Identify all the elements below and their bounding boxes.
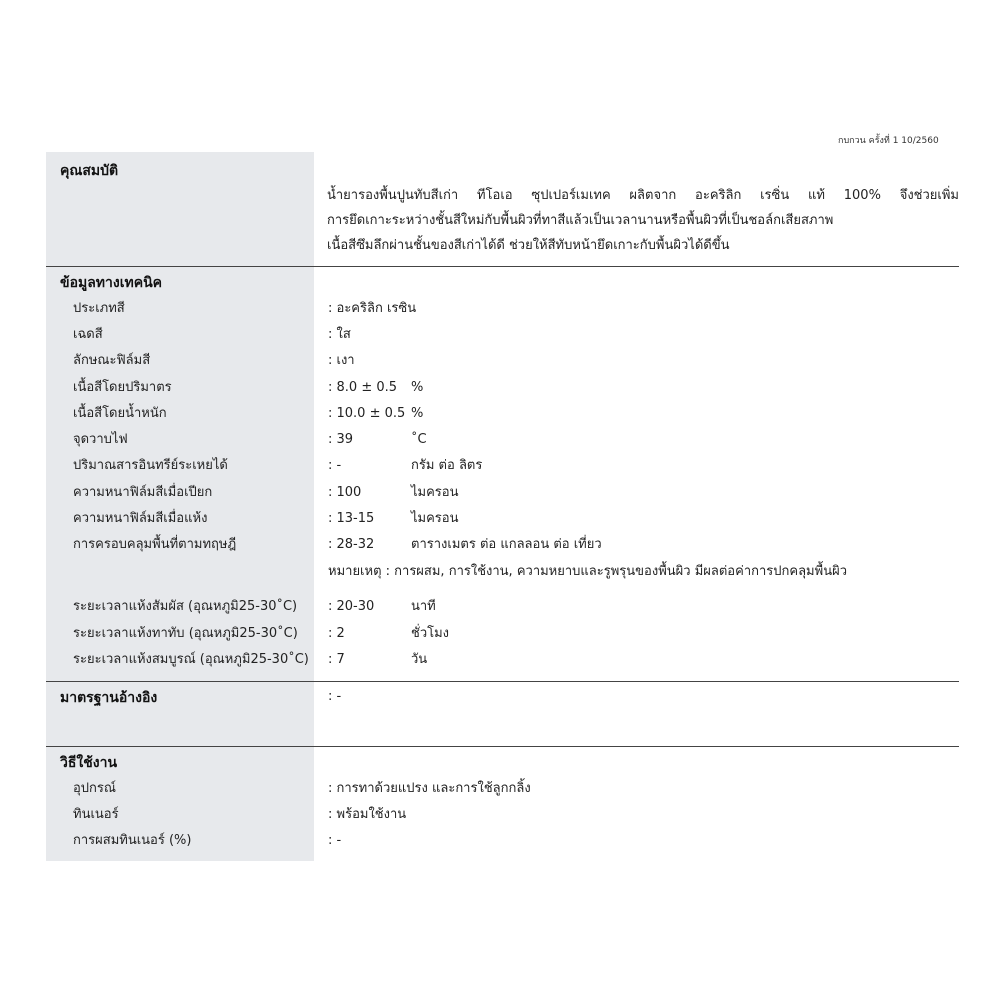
tech-row-film-finish [0, 348, 991, 374]
standard-value: : - [328, 689, 342, 704]
tech-unit: ˚C [411, 432, 427, 447]
tech-label: เนื้อสีโดยปริมาตร [73, 380, 172, 395]
tech-unit: วัน [411, 652, 428, 667]
tech-unit: % [411, 380, 424, 395]
tech-row-flash-point [0, 427, 991, 453]
tech-label: ปริมาณสารอินทรีย์ระเหยได้ [73, 458, 228, 473]
tech-label: เนื้อสีโดยน้ำหนัก [73, 406, 167, 421]
tech-row-full-cure [0, 647, 991, 673]
tech-row-solids-volume [0, 375, 991, 401]
usage-row-equipment [0, 776, 991, 802]
tech-value: : 8.0 ± 0.5 [328, 380, 398, 395]
usage-label: ทินเนอร์ [73, 807, 119, 822]
tech-value: : 28-32 [328, 537, 375, 552]
tech-unit: ไมครอน [411, 511, 459, 526]
tech-row-wet-film [0, 480, 991, 506]
tech-unit: นาที [411, 599, 436, 614]
usage-label: การผสมทินเนอร์ (%) [73, 833, 192, 848]
tech-unit: กรัม ต่อ ลิตร [411, 458, 483, 473]
revision-note: กบกวน ครั้งที่ 1 10/2560 [838, 136, 939, 146]
tech-label: จุดวาบไฟ [73, 432, 128, 447]
tech-row-paint-type [0, 296, 991, 322]
standard-title: มาตรฐานอ้างอิง [60, 690, 158, 706]
tech-value: : 100 [328, 485, 362, 500]
usage-title: วิธีใช้งาน [60, 755, 118, 771]
tech-row-coverage [0, 532, 991, 558]
tech-label: ระยะเวลาแห้งสมบูรณ์ (อุณหภูมิ25-30˚C) [73, 652, 309, 667]
tech-value: : - [328, 458, 342, 473]
tech-value: : 7 [328, 652, 345, 667]
tech-value: : ใส [328, 327, 351, 342]
tech-unit: % [411, 406, 424, 421]
usage-value: : พร้อมใช้งาน [328, 807, 407, 822]
technical-title: ข้อมูลทางเทคนิค [60, 275, 163, 291]
coverage-note: หมายเหตุ : การผสม, การใช้งาน, ความหยาบและรูพรุนของพื้นผิว มีผลต่อค่าการปกคลุมพื้นผิว [328, 564, 847, 579]
usage-label: อุปกรณ์ [73, 781, 116, 796]
tech-value: : 13-15 [328, 511, 375, 526]
tech-value: : 39 [328, 432, 354, 447]
tech-value: : 10.0 ± 0.5 [328, 406, 406, 421]
tech-label: ระยะเวลาแห้งทาทับ (อุณหภูมิ25-30˚C) [73, 626, 298, 641]
properties-description [327, 183, 959, 258]
tech-value: : 20-30 [328, 599, 375, 614]
tech-row-voc [0, 453, 991, 479]
properties-line-2: การยึดเกาะระหว่างชั้นสีใหม่กับพื้นผิวที่ทาสีแล้วเป็นเวลานานหรือพื้นผิวที่เป็นชอล์กเสียสภาพ [327, 213, 834, 228]
tech-unit: ชั่วโมง [411, 626, 450, 641]
properties-title: คุณสมบัติ [60, 163, 119, 179]
usage-value: : - [328, 833, 342, 848]
tech-label: ความหนาฟิล์มสีเมื่อแห้ง [73, 511, 208, 526]
section-divider [46, 266, 959, 267]
tech-unit: ตารางเมตร ต่อ แกลลอน ต่อ เที่ยว [411, 537, 602, 552]
usage-value: : การทาด้วยแปรง และการใช้ลูกกลิ้ง [328, 781, 531, 796]
tech-value: : 2 [328, 626, 345, 641]
tech-unit: ไมครอน [411, 485, 459, 500]
tech-row-solids-weight [0, 401, 991, 427]
tech-label: การครอบคลุมพื้นที่ตามทฤษฎี [73, 537, 237, 552]
tech-value: : อะคริลิก เรซิน [328, 301, 417, 316]
tech-value: : เงา [328, 353, 355, 368]
tech-row-shade [0, 322, 991, 348]
properties-line-3: เนื้อสีซึมลึกผ่านชั้นของสีเก่าได้ดี ช่วยให้สีทับหน้ายึดเกาะกับพื้นผิวได้ดีขึ้น [327, 238, 730, 253]
tech-row-recoat [0, 621, 991, 647]
usage-row-thinner [0, 802, 991, 828]
tech-label: เฉดสี [73, 327, 103, 342]
tech-label: ระยะเวลาแห้งสัมผัส (อุณหภูมิ25-30˚C) [73, 599, 298, 614]
section-divider [46, 746, 959, 747]
section-divider [46, 681, 959, 682]
tech-row-touch-dry [0, 594, 991, 620]
properties-line-1: น้ำยารองพื้นปูนทับสีเก่า ทีโอเอ ซุปเปอร์เมเทค ผลิตจาก อะคริลิก เรซิ่น แท้ 100% จึงช่วยเพิ่ม [327, 188, 959, 203]
tech-label: ประเภทสี [73, 301, 125, 316]
tech-label: ความหนาฟิล์มสีเมื่อเปียก [73, 485, 213, 500]
usage-row-thinner-mix [0, 828, 991, 854]
tech-label: ลักษณะฟิล์มสี [73, 353, 151, 368]
tech-row-dry-film [0, 506, 991, 532]
